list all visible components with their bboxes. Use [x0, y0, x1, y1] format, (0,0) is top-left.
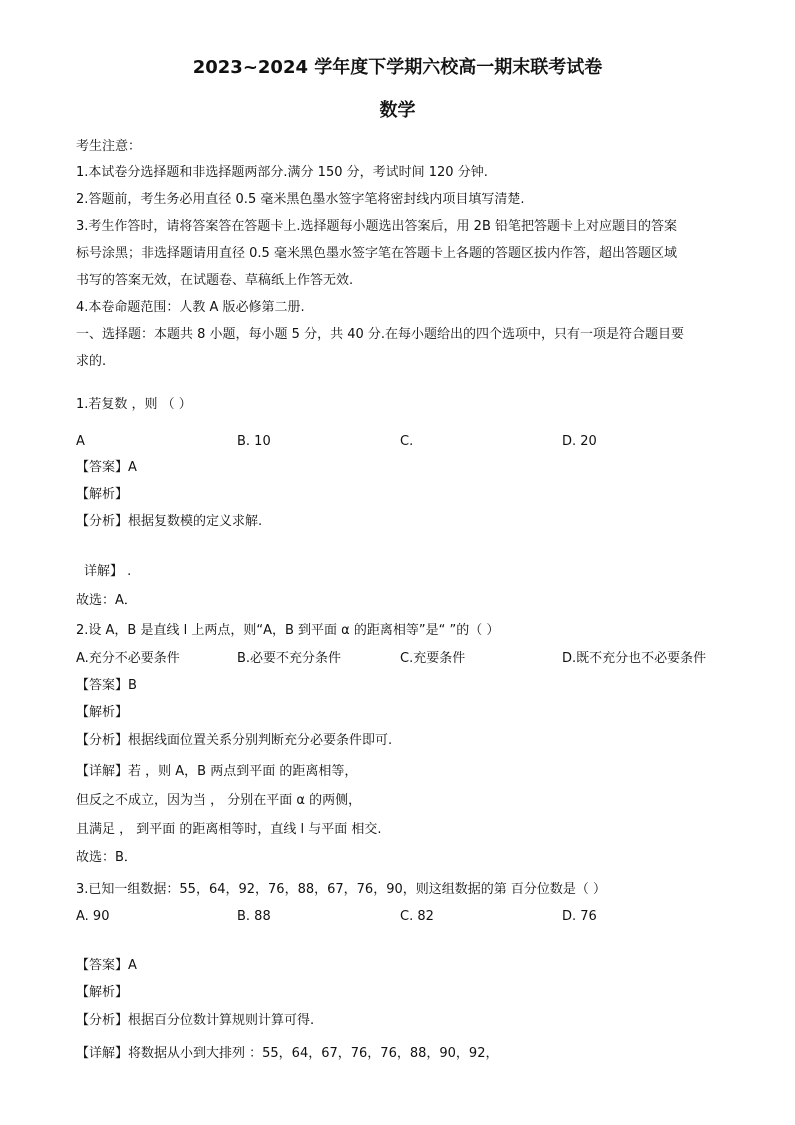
q1-option-b: B. 10	[237, 434, 271, 449]
q1-option-c: C.	[400, 434, 414, 449]
notice-item-3-cont2: 书写的答案无效，在试题卷、草稿纸上作答无效.	[76, 273, 354, 288]
section-heading-cont: 求的.	[76, 354, 107, 369]
q1-option-d: D. 20	[562, 434, 597, 449]
q2-jiexi: 【解析】	[76, 705, 129, 720]
q2-option-a: A.充分不必要条件	[76, 651, 180, 666]
q2-option-b: B.必要不充分条件	[237, 651, 342, 666]
notice-item-3: 3.考生作答时，请将答案答在答题卡上.选择题每小题选出答案后，用 2B 铅笔把答题卡上对应题目的答案	[76, 219, 677, 234]
q2-detail-2: 但反之不成立，因为当 ， 分别在平面 α 的两侧，	[76, 793, 362, 808]
q3-jiexi: 【解析】	[76, 985, 129, 1000]
question-3-stem: 3.已知一组数据：55，64，92，76，88，67，76，90，则这组数据的第 百分位数是（ ）	[76, 882, 607, 897]
q2-fenxi: 【分析】根据线面位置关系分别判断充分必要条件即可.	[76, 733, 393, 748]
q2-answer: 【答案】B	[76, 678, 137, 693]
q3-option-c: C. 82	[400, 909, 434, 924]
notice-item-2: 2.答题前，考生务必用直径 0.5 毫米黑色墨水签字笔将密封线内项目填写清楚.	[76, 192, 525, 207]
exam-title: 2023~2024 学年度下学期六校高一期末联考试卷	[192, 57, 603, 78]
q3-fenxi: 【分析】根据百分位数计算规则计算可得.	[76, 1013, 315, 1028]
q3-detail: 【详解】将数据从小到大排列 ：55，64，67，76，76，88，90，92，	[76, 1046, 499, 1061]
q2-detail-3: 且满足 ， 到平面 的距离相等时，直线 l 与平面 相交.	[76, 822, 382, 837]
q1-detail: 详解】 .	[84, 564, 132, 579]
q3-option-a: A. 90	[76, 909, 110, 924]
question-1-stem: 1.若复数 ，则 （ ）	[76, 397, 192, 412]
q1-conclusion: 故选：A．	[76, 593, 137, 608]
q3-option-b: B. 88	[237, 909, 271, 924]
notice-item-1: 1.本试卷分选择题和非选择题两部分.满分 150 分，考试时间 120 分钟.	[76, 165, 488, 180]
q1-option-a: A	[76, 434, 85, 449]
q2-option-d: D.既不充分也不必要条件	[562, 651, 707, 666]
q2-option-c: C.充要条件	[400, 651, 466, 666]
q2-conclusion: 故选：B．	[76, 850, 137, 865]
notice-heading: 考生注意：	[76, 139, 142, 154]
question-2-stem: 2.设 A，B 是直线 l 上两点，则“A，B 到平面 α 的距离相等”是“ ”的（ ）	[76, 623, 500, 638]
notice-item-4: 4.本卷命题范围：人教 A 版必修第二册.	[76, 300, 305, 315]
q2-detail-1: 【详解】若 ，则 A，B 两点到平面 的距离相等，	[76, 764, 358, 779]
q1-answer: 【答案】A	[76, 460, 137, 475]
subject-title: 数学	[379, 100, 416, 121]
notice-item-3-cont: 标号涂黑；非选择题请用直径 0.5 毫米黑色墨水签字笔在答题卡上各题的答题区拔内作答，超出答题区域	[76, 246, 677, 261]
q3-answer: 【答案】A	[76, 958, 137, 973]
section-heading: 一、选择题：本题共 8 小题，每小题 5 分，共 40 分.在每小题给出的四个选项中，只有一项是符合题目要	[76, 327, 685, 342]
q3-option-d: D. 76	[562, 909, 597, 924]
q1-jiexi: 【解析】	[76, 487, 129, 502]
q1-fenxi: 【分析】根据复数模的定义求解.	[76, 514, 263, 529]
